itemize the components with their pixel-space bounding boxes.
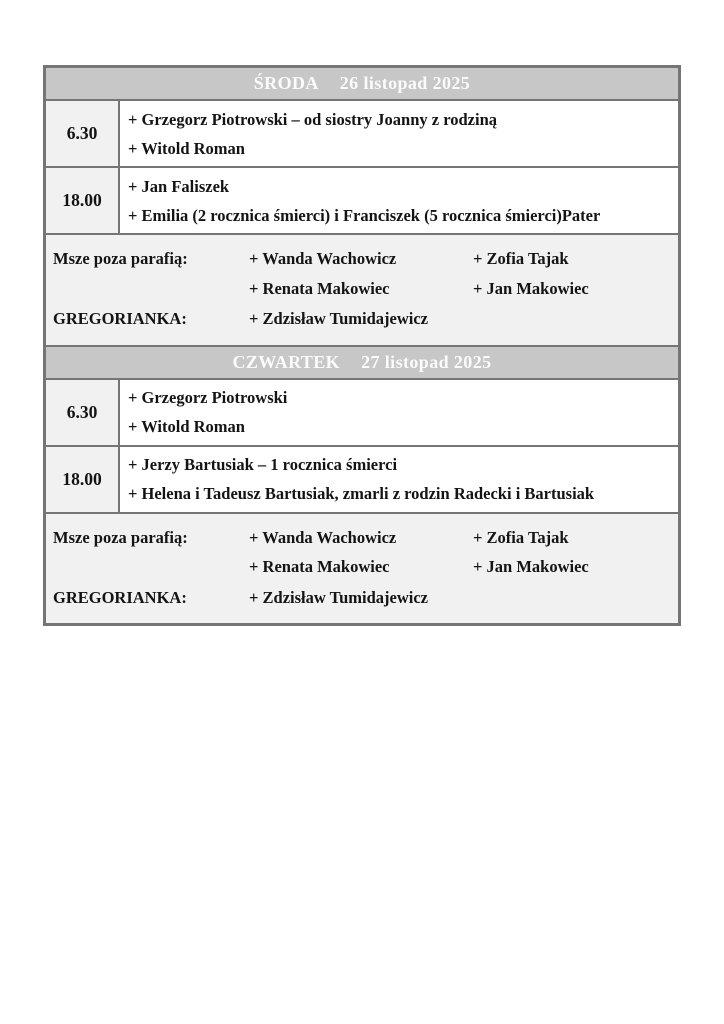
intention-line: + Grzegorz Piotrowski – od siostry Joanny z rodziną <box>128 109 498 129</box>
mass-row-sroda-630 <box>46 101 678 168</box>
spacer <box>53 552 249 582</box>
gregorianka-name: + Zdzisław Tumidajewicz <box>249 309 429 328</box>
outside-parish-name: + Jan Makowiec <box>473 278 589 298</box>
intention-line: + Grzegorz Piotrowski <box>128 388 288 407</box>
mass-time: 18.00 <box>46 168 120 233</box>
day-header-czwartek <box>46 347 678 380</box>
intention-line: + Witold Roman <box>128 417 245 436</box>
outside-parish-name: + Renata Makowiec <box>249 278 390 298</box>
outside-parish-name: + Zofia Tajak <box>473 527 569 547</box>
outside-parish-name: + Jan Makowiec <box>473 557 589 576</box>
intention-line: + Jerzy Bartusiak – 1 rocznica śmierci <box>128 455 398 474</box>
mass-intentions <box>120 101 678 166</box>
mass-intentions <box>120 168 678 233</box>
outside-parish-name: + Wanda Wachowicz <box>249 249 397 268</box>
outside-parish-label: Msze poza parafią: <box>53 527 188 547</box>
day-date: 27 listopad 2025 <box>361 351 492 372</box>
mass-intentions <box>120 380 678 445</box>
mass-intentions <box>120 447 678 512</box>
gregorianka-label: GREGORIANKA: <box>53 309 187 328</box>
mass-time: 6.30 <box>46 380 120 445</box>
outside-parish-section-sroda <box>46 235 678 347</box>
mass-time: 18.00 <box>46 447 120 512</box>
mass-row-czwartek-1800 <box>46 447 678 514</box>
outside-parish-label: Msze poza parafią: <box>53 249 188 268</box>
intention-line: + Witold Roman <box>128 138 245 158</box>
outside-parish-name: + Zofia Tajak <box>473 249 569 268</box>
spacer <box>53 274 249 304</box>
intention-line: + Emilia (2 rocznica śmierci) i Franciszek (5 rocznica śmierci)Pater <box>128 205 601 225</box>
day-date: 26 listopad 2025 <box>339 73 471 93</box>
spacer <box>473 303 674 334</box>
mass-row-czwartek-630 <box>46 380 678 447</box>
outside-parish-name: + Wanda Wachowicz <box>249 527 397 547</box>
day-header-sroda <box>46 68 678 101</box>
mass-time: 6.30 <box>46 101 120 166</box>
outside-parish-name: + Renata Makowiec <box>249 557 390 576</box>
mass-schedule-table <box>43 65 681 626</box>
day-name: CZWARTEK <box>232 351 341 372</box>
intention-line: + Helena i Tadeusz Bartusiak, zmarli z rodzin Radecki i Bartusiak <box>128 484 595 503</box>
gregorianka-name: + Zdzisław Tumidajewicz <box>249 587 429 607</box>
outside-parish-grid <box>53 244 674 334</box>
mass-row-sroda-1800 <box>46 168 678 235</box>
outside-parish-grid <box>53 523 674 613</box>
outside-parish-section-czwartek <box>46 514 678 624</box>
intention-line: + Jan Faliszek <box>128 176 230 196</box>
spacer <box>473 582 674 613</box>
gregorianka-label: GREGORIANKA: <box>53 587 187 607</box>
day-name: ŚRODA <box>253 73 319 93</box>
